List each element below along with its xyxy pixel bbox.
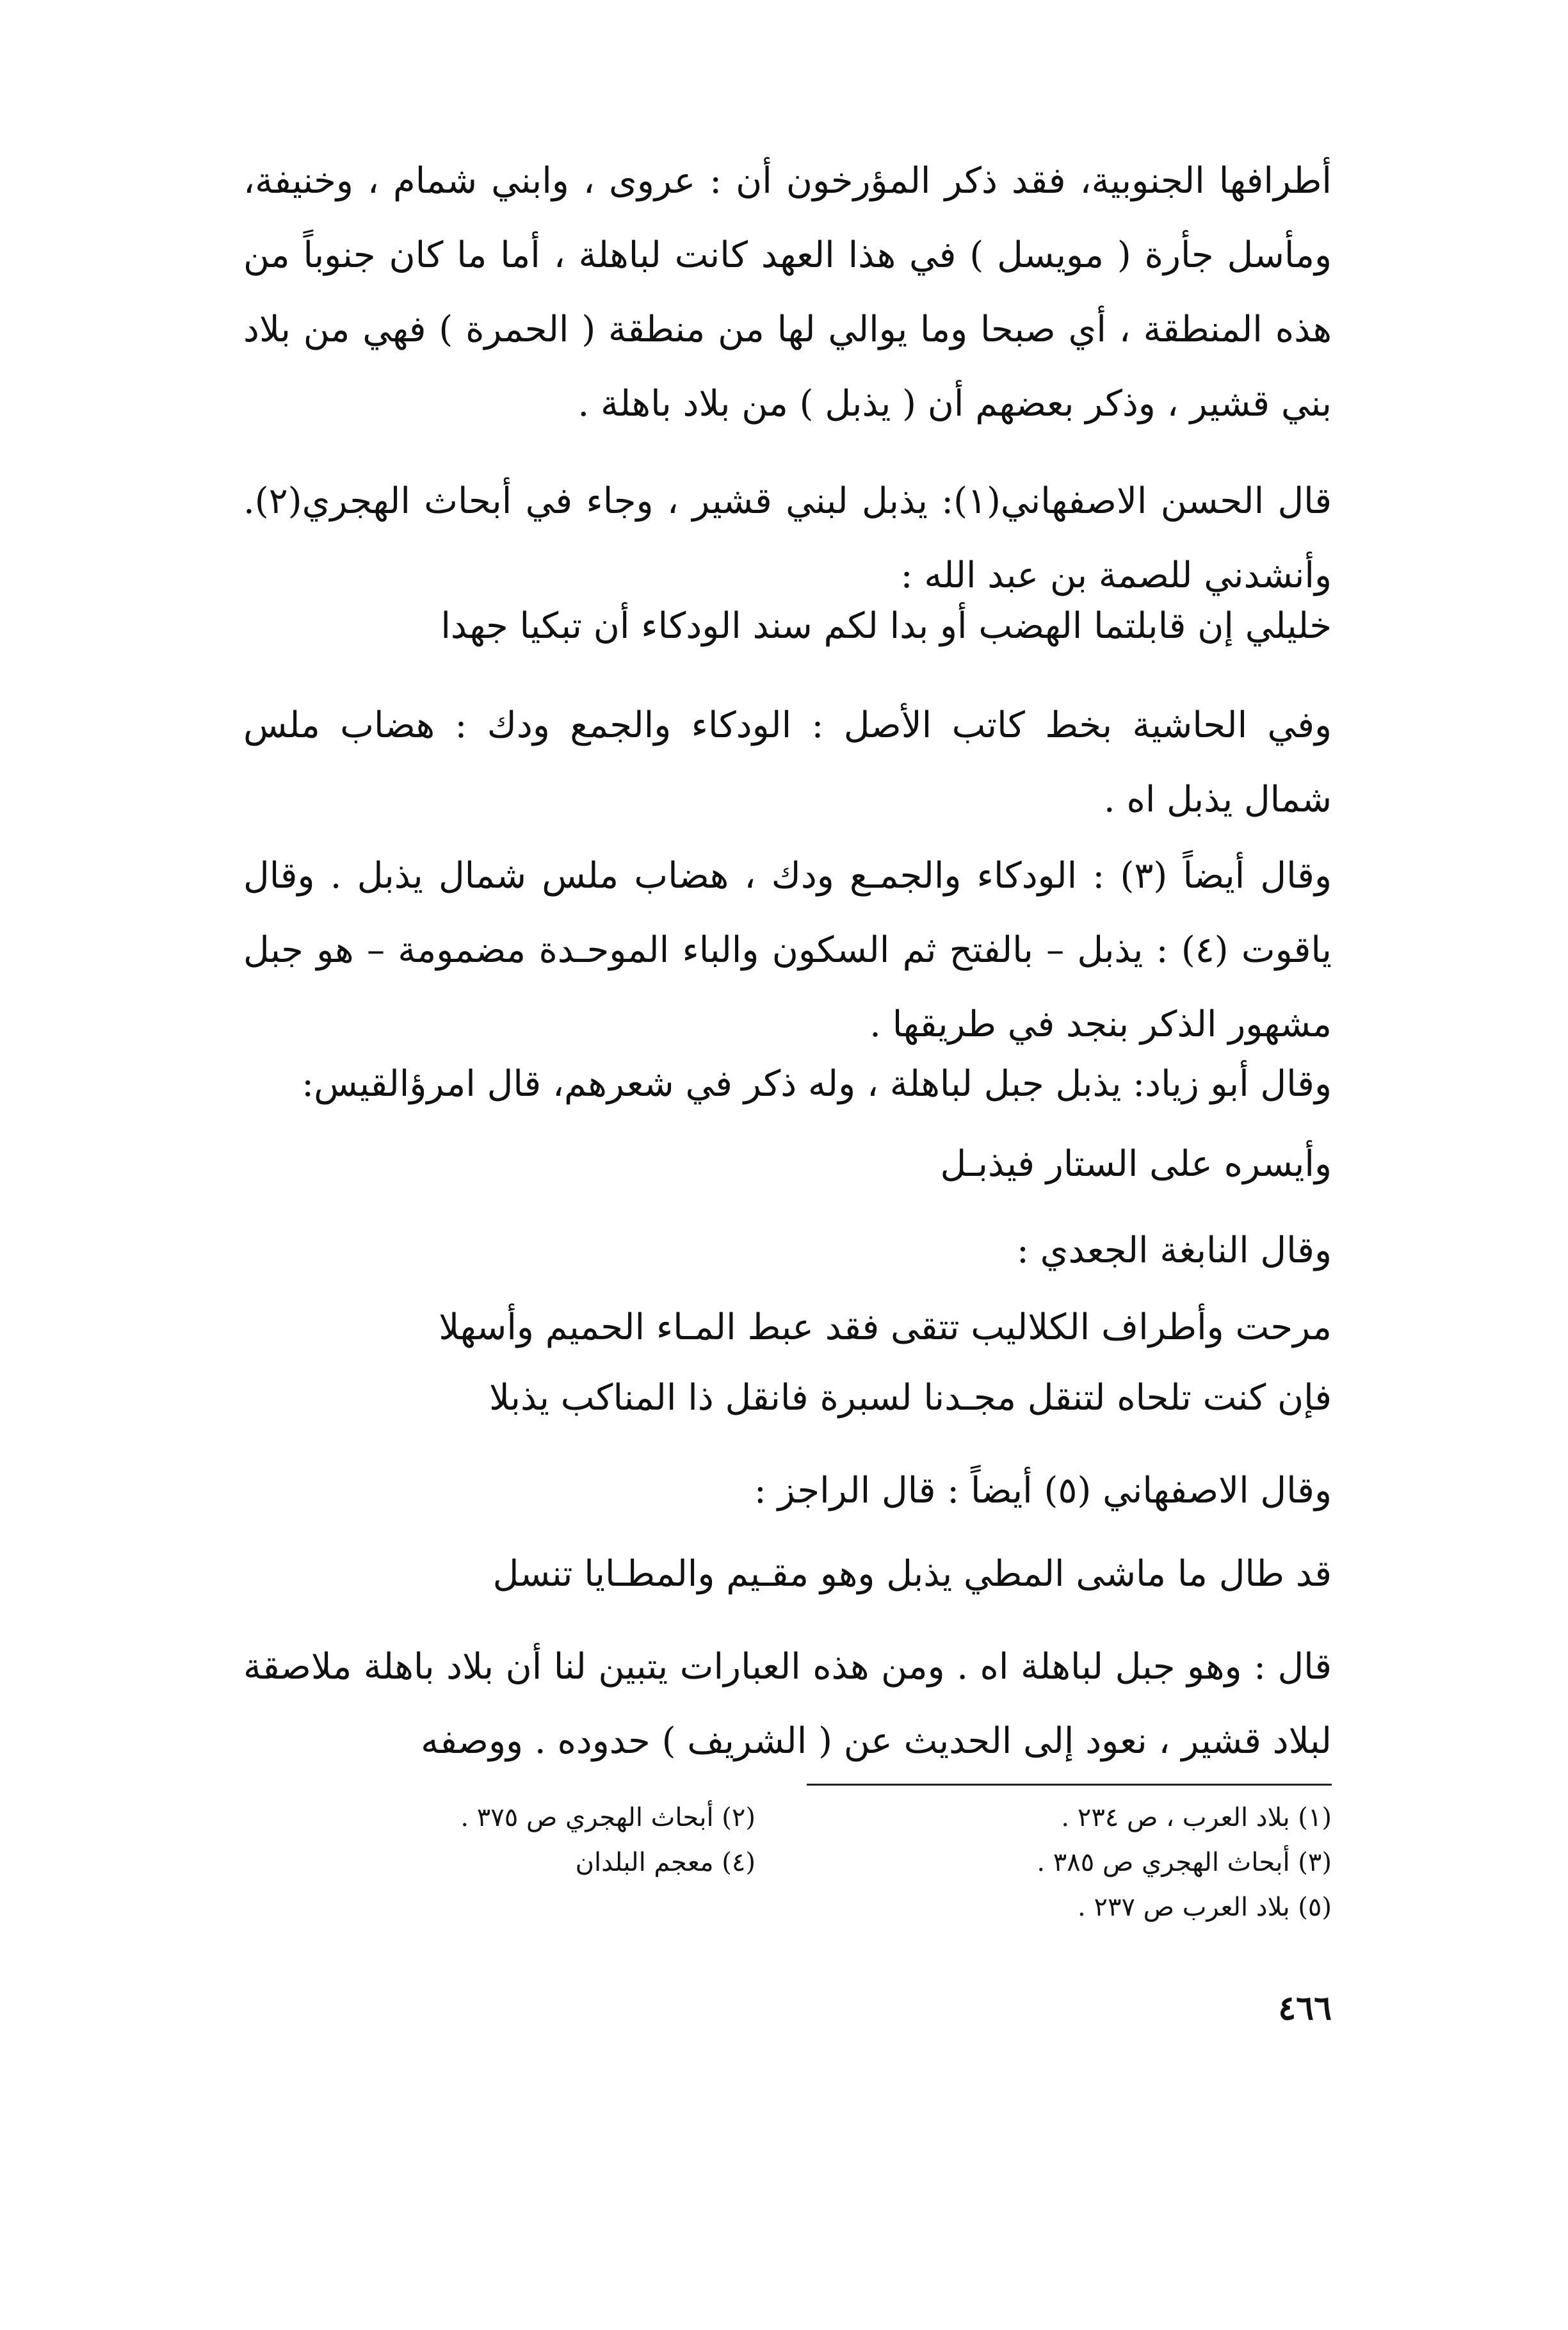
paragraph-7 — [243, 1454, 1332, 1528]
paragraph-4 — [243, 839, 1332, 1062]
paragraph-6 — [243, 1214, 1332, 1288]
paragraph-4-text: وقال أيضاً (٣) : الودكاء والجمـع ودك ، هضاب ملس شمال يذبل . وقال ياقوت (٤) : يذبل – بالفتح ثم السكون والباء الموحـدة مضمومة – هو جبل مشهور الذكر بنجد في طريقها . — [243, 855, 1332, 1045]
verse-3-line-1: مرحت وأطراف الكلاليب تتقى فقد عبط المـاء الحميم وأسهلا — [439, 1307, 1332, 1348]
verse-3-line-2: فإن كنت تلحاه لتنقل مجـدنا لسبرة فانقل ذا المناكب يذبلا — [489, 1377, 1332, 1419]
paragraph-8-text: قال : وهو جبل لباهلة اه . ومن هذه العبارات يتبين لنا أن بلاد باهلة ملاصقة لبلاد قشير ، نعود إلى الحديث عن ( الشريف ) حدوده . ووصفه — [243, 1646, 1332, 1762]
paragraph-8 — [243, 1630, 1332, 1779]
page-content — [243, 144, 1332, 2194]
paragraph-3 — [243, 688, 1332, 837]
verse-1: خليلي إن قابلتما الهضب أو بدا لكم سند الودكاء أن تبكيا جهدا — [440, 605, 1332, 647]
page-number: ٤٦٦ — [1278, 1989, 1332, 2028]
verse-4: قد طال ما ماشى المطي يذبل وهو مقـيم والمطـايا تنسل — [492, 1553, 1332, 1595]
footnote-5: (٥) بلاد العرب ص ٢٣٧ . — [1078, 1893, 1332, 1922]
paragraph-1 — [243, 144, 1332, 441]
footnote-4: (٤) معجم البلدان — [575, 1848, 756, 1877]
footnote-divider — [807, 1784, 1332, 1786]
footnote-2: (٢) أبحاث الهجري ص ٣٧٥ . — [460, 1803, 756, 1832]
footnote-1: (١) بلاد العرب ، ص ٢٣٤ . — [1061, 1803, 1332, 1832]
paragraph-2 — [243, 464, 1332, 613]
verse-2: وأيسره على الستار فيذبـل — [940, 1143, 1332, 1185]
paragraph-6-text: وقال النابغة الجعدي : — [1016, 1230, 1332, 1271]
paragraph-5 — [243, 1047, 1332, 1121]
footnote-3: (٣) أبحاث الهجري ص ٣٨٥ . — [1037, 1848, 1332, 1877]
paragraph-1-text: أطرافها الجنوبية، فقد ذكر المؤرخون أن : عروى ، وابني شمام ، وخنيفة، ومأسل جأرة ( مويسل ) في هذا العهد كانت لباهلة ، أما ما كان جنوباً من هذه المنطقة ، أي صبحا وما يوالي لها من منطقة ( الحمرة ) فهي من بلاد بني قشير ، وذكر بعضهم أن ( يذبل ) من بلاد باهلة . — [243, 160, 1332, 425]
paragraph-5-text: وقال أبو زياد: يذبل جبل لباهلة ، وله ذكر في شعرهم، قال امرؤالقيس: — [302, 1063, 1332, 1105]
paragraph-2-text: قال الحسن الاصفهاني(١): يذبل لبني قشير ، وجاء في أبحاث الهجري(٢). وأنشدني للصمة بن عبد الله : — [243, 480, 1332, 596]
paragraph-7-text: وقال الاصفهاني (٥) أيضاً : قال الراجز : — [754, 1470, 1332, 1511]
paragraph-3-text: وفي الحاشية بخط كاتب الأصل : الودكاء والجمع ودك : هضاب ملس شمال يذبل اه . — [243, 705, 1332, 820]
